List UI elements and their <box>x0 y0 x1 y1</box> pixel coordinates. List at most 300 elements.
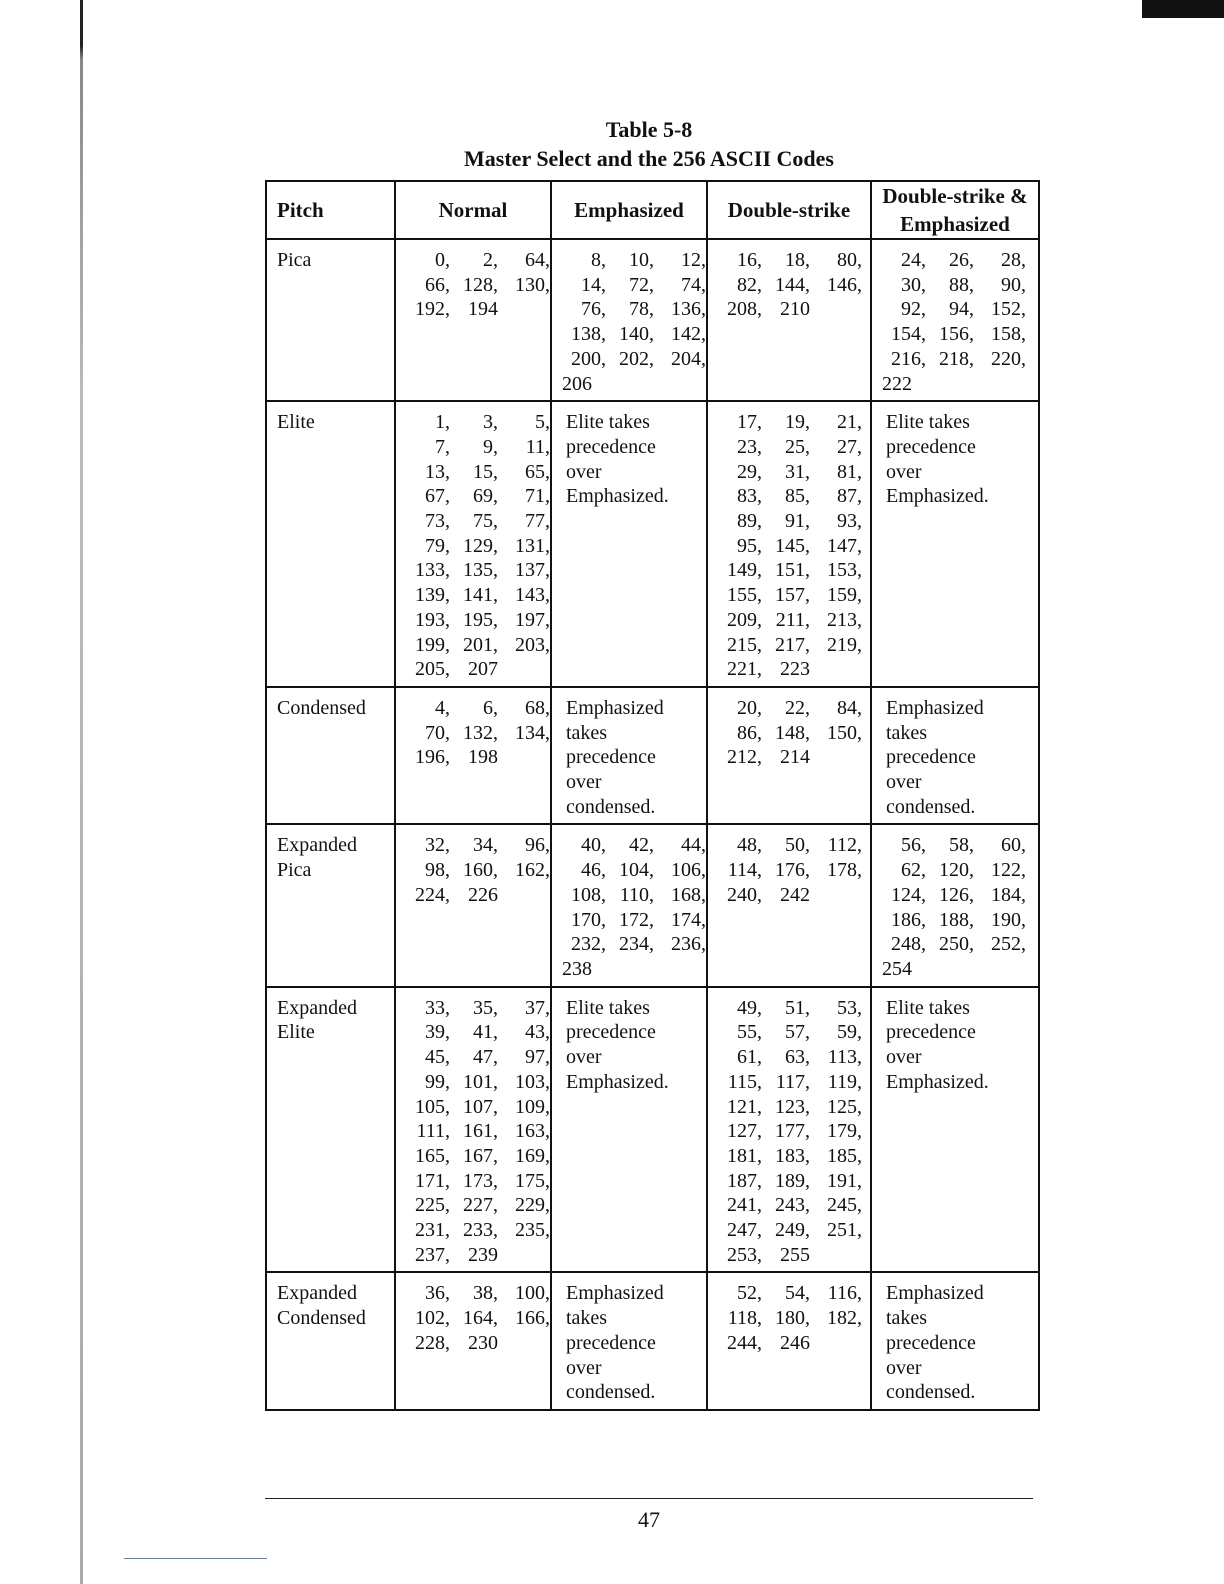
scan-binding-edge <box>80 0 83 1584</box>
ascii-code: 30, <box>901 273 926 296</box>
ascii-code: 54, <box>785 1282 810 1305</box>
ascii-code: 193, <box>415 608 450 631</box>
ascii-code: 26, <box>949 249 974 271</box>
ascii-code: 165, <box>415 1144 450 1167</box>
ascii-code: 117, <box>775 1070 810 1093</box>
ascii-code: 182, <box>827 1307 862 1330</box>
precedence-note: Emphasized takes precedence over condensed. <box>566 1282 664 1404</box>
ascii-code: 12, <box>681 249 706 271</box>
ascii-code: 180, <box>775 1307 810 1330</box>
ascii-code: 48, <box>737 834 762 857</box>
ascii-code: 220, <box>991 347 1026 370</box>
ascii-code: 73, <box>425 510 450 533</box>
ascii-code: 114, <box>727 859 762 882</box>
ascii-code: 135, <box>463 559 498 582</box>
ascii-code: 59, <box>837 1021 862 1044</box>
table-container <box>265 180 1040 1411</box>
ascii-code: 102, <box>415 1307 450 1330</box>
ascii-code: 34, <box>473 834 498 857</box>
double-strike-emphasized-cell <box>871 687 1039 825</box>
ascii-code: 64, <box>525 249 550 271</box>
ascii-code: 194 <box>468 298 498 321</box>
ascii-code: 40, <box>581 834 606 857</box>
ascii-code: 225, <box>415 1194 450 1217</box>
ascii-code: 38, <box>473 1282 498 1305</box>
ascii-code: 5, <box>535 411 550 434</box>
precedence-note: Elite takes precedence over Emphasized. <box>566 996 669 1093</box>
ascii-code: 22, <box>785 696 810 719</box>
ascii-code: 166, <box>515 1307 550 1330</box>
ascii-code: 212, <box>727 746 762 769</box>
double-strike-cell <box>707 239 871 401</box>
ascii-code: 188, <box>939 908 974 931</box>
table-row <box>266 824 1039 986</box>
ascii-code: 131, <box>515 534 550 557</box>
ascii-code: 163, <box>515 1120 550 1143</box>
ascii-code: 172, <box>619 908 654 931</box>
double-strike-emphasized-cell <box>871 987 1039 1273</box>
ascii-code: 99, <box>425 1070 450 1093</box>
ascii-code: 189, <box>775 1169 810 1192</box>
code-list <box>552 825 706 985</box>
ascii-code: 61, <box>737 1046 762 1069</box>
ascii-code: 92, <box>901 298 926 321</box>
ascii-code: 72, <box>629 273 654 296</box>
ascii-code: 201, <box>463 633 498 656</box>
code-list <box>396 988 550 1272</box>
ascii-code: 15, <box>473 460 498 483</box>
ascii-code: 19, <box>785 411 810 434</box>
ascii-code: 144, <box>775 273 810 296</box>
ascii-code: 31, <box>785 460 810 483</box>
ascii-code: 157, <box>775 584 810 607</box>
ascii-code: 120, <box>939 859 974 882</box>
ascii-code: 105, <box>415 1095 450 1118</box>
ascii-code: 218, <box>939 347 974 370</box>
ascii-code: 78, <box>629 298 654 321</box>
ascii-code: 50, <box>785 834 810 857</box>
ascii-code: 122, <box>991 859 1026 882</box>
ascii-code: 123, <box>775 1095 810 1118</box>
ascii-code: 84, <box>837 696 862 719</box>
code-list <box>396 825 550 911</box>
code-list <box>708 1273 870 1359</box>
ascii-code: 80, <box>837 249 862 271</box>
ascii-code: 57, <box>785 1021 810 1044</box>
ascii-code: 250, <box>939 933 974 956</box>
ascii-code: 106, <box>671 859 706 882</box>
ascii-code: 23, <box>737 435 762 458</box>
ascii-code: 185, <box>827 1144 862 1167</box>
ascii-code: 74, <box>681 273 706 296</box>
ascii-code: 222 <box>882 372 912 395</box>
pitch-cell: Expanded Elite <box>266 987 395 1273</box>
header-normal: Normal <box>395 181 551 239</box>
ascii-code: 37, <box>525 996 550 1019</box>
ascii-code: 138, <box>571 323 606 346</box>
ascii-code: 241, <box>727 1194 762 1217</box>
ascii-code: 183, <box>775 1144 810 1167</box>
table-row <box>266 987 1039 1273</box>
ascii-code: 247, <box>727 1219 762 1242</box>
double-strike-emphasized-cell <box>871 401 1039 687</box>
ascii-code: 53, <box>837 996 862 1019</box>
header-emphasized: Emphasized <box>551 181 707 239</box>
ascii-code: 186, <box>891 908 926 931</box>
ascii-code: 242 <box>780 883 810 906</box>
ascii-code: 104, <box>619 859 654 882</box>
ascii-code: 215, <box>727 633 762 656</box>
code-list <box>872 240 1038 400</box>
ascii-code: 4, <box>435 696 450 719</box>
ascii-code: 192, <box>415 298 450 321</box>
ascii-code: 88, <box>949 273 974 296</box>
ascii-code: 224, <box>415 883 450 906</box>
double-strike-emphasized-cell <box>871 239 1039 401</box>
ascii-code: 124, <box>891 883 926 906</box>
ascii-code: 25, <box>785 435 810 458</box>
ascii-code: 171, <box>415 1169 450 1192</box>
ascii-code: 17, <box>737 411 762 434</box>
precedence-note: Emphasized takes precedence over condensed. <box>886 696 984 818</box>
ascii-code: 89, <box>737 510 762 533</box>
ascii-code: 129, <box>463 534 498 557</box>
ascii-code: 173, <box>463 1169 498 1192</box>
ascii-code: 240, <box>727 883 762 906</box>
normal-cell <box>395 824 551 986</box>
ascii-code: 96, <box>525 834 550 857</box>
ascii-code: 176, <box>775 859 810 882</box>
table-caption <box>265 115 1033 173</box>
ascii-code: 18, <box>785 249 810 271</box>
double-strike-cell <box>707 987 871 1273</box>
emphasized-cell <box>551 987 707 1273</box>
ascii-code: 6, <box>483 696 498 719</box>
ascii-code: 227, <box>463 1194 498 1217</box>
table-row <box>266 401 1039 687</box>
ascii-code: 132, <box>463 721 498 744</box>
ascii-code: 181, <box>727 1144 762 1167</box>
ascii-code: 49, <box>737 996 762 1019</box>
ascii-code: 71, <box>525 485 550 508</box>
header-double-strike-emphasized: Double-strike & Emphasized <box>871 181 1039 239</box>
ascii-code: 87, <box>837 485 862 508</box>
ascii-code: 2, <box>483 249 498 271</box>
code-list <box>708 988 870 1272</box>
ascii-code: 226 <box>468 883 498 906</box>
pitch-cell: Pica <box>266 239 395 401</box>
ascii-code: 139, <box>415 584 450 607</box>
code-list <box>396 402 550 686</box>
ascii-code: 58, <box>949 834 974 857</box>
pitch-cell: Condensed <box>266 687 395 825</box>
ascii-code: 28, <box>1001 249 1026 271</box>
ascii-code: 174, <box>671 908 706 931</box>
ascii-code: 86, <box>737 721 762 744</box>
ascii-code: 187, <box>727 1169 762 1192</box>
ascii-code: 168, <box>671 883 706 906</box>
ascii-code: 150, <box>827 721 862 744</box>
ascii-code: 203, <box>515 633 550 656</box>
ascii-code: 217, <box>775 633 810 656</box>
ascii-code: 229, <box>515 1194 550 1217</box>
ascii-code: 47, <box>473 1046 498 1069</box>
normal-cell <box>395 239 551 401</box>
ascii-code: 148, <box>775 721 810 744</box>
ascii-code: 27, <box>837 435 862 458</box>
ascii-code: 77, <box>525 510 550 533</box>
ascii-code: 145, <box>775 534 810 557</box>
ascii-code: 66, <box>425 273 450 296</box>
ascii-code: 115, <box>727 1070 762 1093</box>
table-row <box>266 687 1039 825</box>
precedence-note: Emphasized takes precedence over condensed. <box>886 1282 984 1404</box>
ascii-code: 60, <box>1001 834 1026 857</box>
ascii-code: 255 <box>780 1243 810 1266</box>
ascii-code: 7, <box>435 435 450 458</box>
double-strike-emphasized-cell <box>871 1272 1039 1410</box>
ascii-code: 16, <box>737 249 762 271</box>
ascii-code: 234, <box>619 933 654 956</box>
code-list <box>396 688 550 774</box>
ascii-code: 13, <box>425 460 450 483</box>
ascii-code: 232, <box>571 933 606 956</box>
ascii-code: 20, <box>737 696 762 719</box>
ascii-code: 197, <box>515 608 550 631</box>
ascii-code: 253, <box>727 1243 762 1266</box>
ascii-code: 55, <box>737 1021 762 1044</box>
code-list <box>396 240 550 326</box>
ascii-code: 230 <box>468 1331 498 1354</box>
ascii-code: 100, <box>515 1282 550 1305</box>
ascii-code: 149, <box>727 559 762 582</box>
ascii-code: 32, <box>425 834 450 857</box>
ascii-code: 10, <box>629 249 654 271</box>
ascii-code: 175, <box>515 1169 550 1192</box>
ascii-code: 68, <box>525 696 550 719</box>
ascii-code: 151, <box>775 559 810 582</box>
ascii-code: 43, <box>525 1021 550 1044</box>
ascii-code: 143, <box>515 584 550 607</box>
ascii-code: 199, <box>415 633 450 656</box>
ascii-code: 164, <box>463 1307 498 1330</box>
ascii-code: 159, <box>827 584 862 607</box>
ascii-code: 128, <box>463 273 498 296</box>
ascii-code: 51, <box>785 996 810 1019</box>
code-list <box>552 240 706 400</box>
ascii-code: 170, <box>571 908 606 931</box>
table-title: Master Select and the 256 ASCII Codes <box>464 146 834 171</box>
ascii-code: 200, <box>571 347 606 370</box>
table-number: Table 5-8 <box>605 117 693 142</box>
ascii-code: 221, <box>727 658 762 681</box>
precedence-note: Elite takes precedence over Emphasized. <box>886 996 989 1093</box>
emphasized-cell <box>551 239 707 401</box>
ascii-code: 152, <box>991 298 1026 321</box>
emphasized-cell <box>551 824 707 986</box>
double-strike-cell <box>707 1272 871 1410</box>
ascii-code: 233, <box>463 1219 498 1242</box>
ascii-code: 223 <box>780 658 810 681</box>
ascii-code: 236, <box>671 933 706 956</box>
code-list <box>708 402 870 686</box>
precedence-note: Elite takes precedence over Emphasized. <box>566 411 669 508</box>
ascii-code: 142, <box>671 323 706 346</box>
ascii-code: 36, <box>425 1282 450 1305</box>
ascii-code: 246 <box>780 1331 810 1354</box>
ascii-code: 79, <box>425 534 450 557</box>
ascii-code: 136, <box>671 298 706 321</box>
ascii-code: 127, <box>727 1120 762 1143</box>
code-list <box>396 1273 550 1359</box>
normal-cell <box>395 1272 551 1410</box>
ascii-code: 113, <box>827 1046 862 1069</box>
ascii-code: 207 <box>468 658 498 681</box>
ascii-code: 231, <box>415 1219 450 1242</box>
ascii-code: 204, <box>671 347 706 370</box>
page-number: 47 <box>638 1507 660 1532</box>
ascii-code: 133, <box>415 559 450 582</box>
ascii-code: 238 <box>562 957 592 980</box>
ascii-code: 63, <box>785 1046 810 1069</box>
ascii-code: 125, <box>827 1095 862 1118</box>
ascii-code: 33, <box>425 996 450 1019</box>
ascii-code: 214 <box>780 746 810 769</box>
ascii-code: 46, <box>581 859 606 882</box>
ascii-code: 249, <box>775 1219 810 1242</box>
double-strike-cell <box>707 824 871 986</box>
header-row <box>266 181 1039 239</box>
ascii-code: 14, <box>581 273 606 296</box>
ascii-code: 56, <box>901 834 926 857</box>
ascii-code: 158, <box>991 323 1026 346</box>
normal-cell <box>395 987 551 1273</box>
ascii-code: 101, <box>463 1070 498 1093</box>
ascii-code: 39, <box>425 1021 450 1044</box>
emphasized-cell <box>551 687 707 825</box>
code-list <box>872 825 1038 985</box>
ascii-code: 29, <box>737 460 762 483</box>
ascii-code: 137, <box>515 559 550 582</box>
ascii-code: 9, <box>483 435 498 458</box>
ascii-code: 178, <box>827 859 862 882</box>
ascii-code: 42, <box>629 834 654 857</box>
emphasized-cell <box>551 401 707 687</box>
ascii-code: 169, <box>515 1144 550 1167</box>
ascii-code: 118, <box>727 1307 762 1330</box>
ascii-code: 111, <box>416 1120 450 1143</box>
ascii-code: 44, <box>681 834 706 857</box>
ascii-code: 239 <box>468 1243 498 1266</box>
ascii-code: 11, <box>525 435 550 458</box>
ascii-code: 65, <box>525 460 550 483</box>
emphasized-cell <box>551 1272 707 1410</box>
ascii-code: 156, <box>939 323 974 346</box>
ascii-code: 211, <box>775 608 810 631</box>
ascii-code: 184, <box>991 883 1026 906</box>
ascii-code: 196, <box>415 746 450 769</box>
ascii-code: 219, <box>827 633 862 656</box>
precedence-note: Emphasized takes precedence over condensed. <box>566 696 664 818</box>
ascii-code: 110, <box>619 883 654 906</box>
ascii-code: 141, <box>463 584 498 607</box>
ascii-code: 167, <box>463 1144 498 1167</box>
normal-cell <box>395 401 551 687</box>
ascii-code: 70, <box>425 721 450 744</box>
ascii-code: 107, <box>463 1095 498 1118</box>
ascii-code: 0, <box>435 249 450 271</box>
double-strike-cell <box>707 401 871 687</box>
table-body <box>266 239 1039 1410</box>
ascii-code: 228, <box>415 1331 450 1354</box>
header-double-strike: Double-strike <box>707 181 871 239</box>
ascii-code: 235, <box>515 1219 550 1242</box>
ascii-code: 210 <box>780 298 810 321</box>
ascii-code: 81, <box>837 460 862 483</box>
ascii-code: 85, <box>785 485 810 508</box>
double-strike-cell <box>707 687 871 825</box>
ascii-code: 130, <box>515 273 550 296</box>
code-list <box>708 825 870 911</box>
ascii-code: 195, <box>463 608 498 631</box>
ascii-code: 244, <box>727 1331 762 1354</box>
ascii-code: 155, <box>727 584 762 607</box>
ascii-code: 134, <box>515 721 550 744</box>
ascii-code: 112, <box>827 834 862 857</box>
ascii-code: 243, <box>775 1194 810 1217</box>
ascii-code: 140, <box>619 323 654 346</box>
ascii-code: 216, <box>891 347 926 370</box>
ascii-code: 190, <box>991 908 1026 931</box>
scan-margin-line <box>124 1558 267 1559</box>
ascii-code: 179, <box>827 1120 862 1143</box>
ascii-code: 98, <box>425 859 450 882</box>
ascii-code: 91, <box>785 510 810 533</box>
ascii-code: 248, <box>891 933 926 956</box>
ascii-code: 245, <box>827 1194 862 1217</box>
ascii-code: 254 <box>882 957 912 980</box>
ascii-code: 21, <box>837 411 862 434</box>
scan-corner-mark <box>1142 0 1224 18</box>
footer-rule <box>265 1498 1033 1499</box>
ascii-code: 97, <box>525 1046 550 1069</box>
ascii-code: 205, <box>415 658 450 681</box>
ascii-code: 146, <box>827 273 862 296</box>
ascii-code: 162, <box>515 859 550 882</box>
ascii-code: 3, <box>483 411 498 434</box>
ascii-code: 67, <box>425 485 450 508</box>
ascii-code: 8, <box>591 249 606 271</box>
ascii-code: 191, <box>827 1169 862 1192</box>
ascii-code: 52, <box>737 1282 762 1305</box>
ascii-code: 177, <box>775 1120 810 1143</box>
code-list <box>708 688 870 774</box>
ascii-code: 108, <box>571 883 606 906</box>
ascii-code: 62, <box>901 859 926 882</box>
pitch-cell: Expanded Condensed <box>266 1272 395 1410</box>
ascii-code: 121, <box>727 1095 762 1118</box>
pitch-cell: Expanded Pica <box>266 824 395 986</box>
ascii-code: 94, <box>949 298 974 321</box>
double-strike-emphasized-cell <box>871 824 1039 986</box>
ascii-code: 153, <box>827 559 862 582</box>
ascii-code: 209, <box>727 608 762 631</box>
ascii-code: 251, <box>827 1219 862 1242</box>
ascii-code: 160, <box>463 859 498 882</box>
ascii-code: 202, <box>619 347 654 370</box>
ascii-code: 237, <box>415 1243 450 1266</box>
header-pitch: Pitch <box>266 181 395 239</box>
